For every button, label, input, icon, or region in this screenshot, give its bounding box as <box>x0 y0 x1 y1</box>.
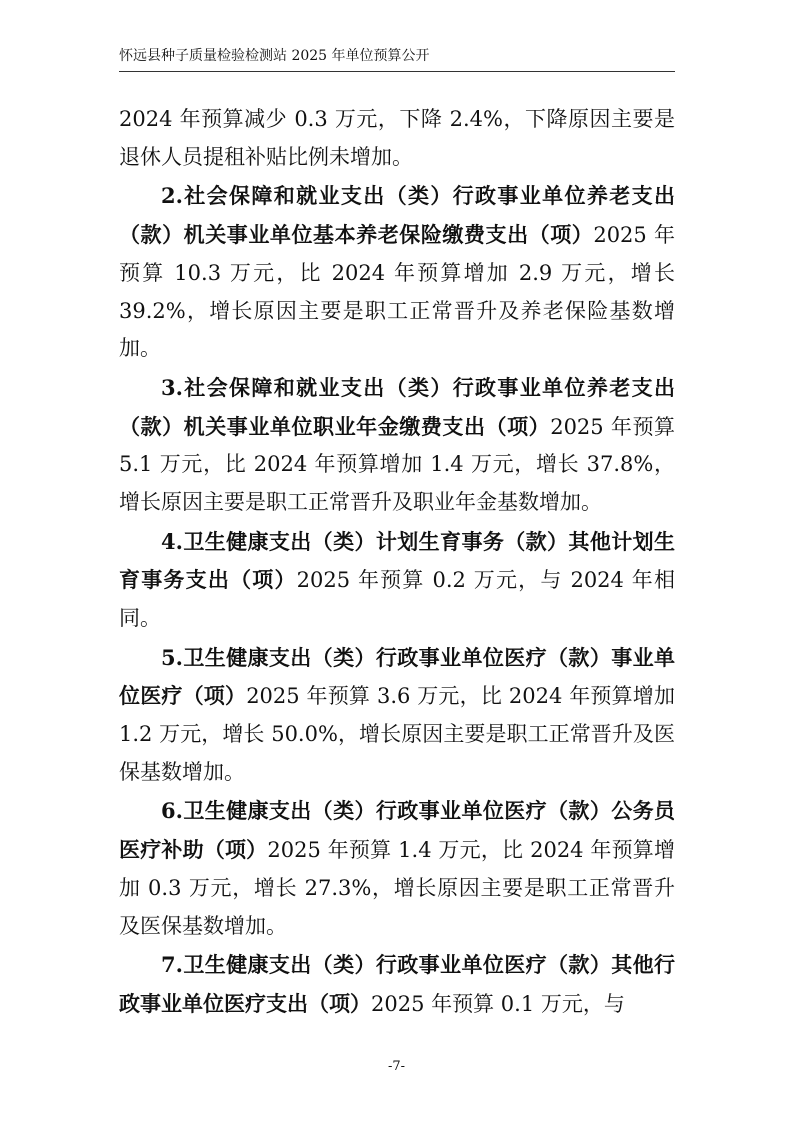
document-body <box>119 101 675 1024</box>
paragraph-text: 2025 年预算 0.2 万元，与 2024 年相同。 <box>119 568 675 631</box>
paragraph-text: 2025 年预算 5.1 万元，比 2024 年预算增加 1.4 万元，增长 37.8%，增长原因主要是职工正常晋升及职业年金基数增加。 <box>119 414 676 515</box>
paragraph-item-4 <box>119 523 675 638</box>
item-heading: 2.社会保障和就业支出（类）行政事业单位养老支出（款）机关事业单位基本养老保险缴费支出（项） <box>119 183 675 247</box>
paragraph-text: 2025 年预算 10.3 万元，比 2024 年预算增加 2.9 万元，增长 39.2%，增长原因主要是职工正常晋升及养老保险基数增加。 <box>119 222 676 361</box>
paragraph-continuation <box>119 101 675 177</box>
page-header: 怀远县种子质量检验检测站 2025 年单位预算公开 <box>119 48 430 64</box>
item-heading: 4.卫生健康支出（类）计划生育事务（款）其他计划生育事务支出（项） <box>119 528 675 593</box>
page-number: -7- <box>387 1059 406 1074</box>
paragraph-item-2 <box>119 177 675 368</box>
item-heading: 6.卫生健康支出（类）行政事业单位医疗（款）公务员医疗补助（项） <box>119 798 675 863</box>
header-divider <box>119 71 675 72</box>
paragraph-item-7 <box>119 946 675 1024</box>
paragraph-text: 2024 年预算减少 0.3 万元，下降 2.4%，下降原因主要是退休人员提租补贴比例未增加。 <box>119 107 675 169</box>
paragraph-text: 2025 年预算 0.1 万元，与 <box>371 991 625 1016</box>
paragraph-item-5 <box>119 639 675 792</box>
paragraph-text: 2025 年预算 1.4 万元，比 2024 年预算增加 0.3 万元，增长 27.3%，增长原因主要是职工正常晋升及医保基数增加。 <box>119 838 676 938</box>
paragraph-item-3 <box>119 369 675 522</box>
item-heading: 7.卫生健康支出（类）行政事业单位医疗（款）其他行政事业单位医疗支出（项） <box>119 952 675 1016</box>
paragraph-item-6 <box>119 792 675 945</box>
paragraph-text: 2025 年预算 3.6 万元，比 2024 年预算增加 1.2 万元，增长 50.0%，增长原因主要是职工正常晋升及医保基数增加。 <box>119 684 675 784</box>
item-heading: 3.社会保障和就业支出（类）行政事业单位养老支出（款）机关事业单位职业年金缴费支出（项） <box>119 374 675 439</box>
item-heading: 5.卫生健康支出（类）行政事业单位医疗（款）事业单位医疗（项） <box>119 644 675 709</box>
